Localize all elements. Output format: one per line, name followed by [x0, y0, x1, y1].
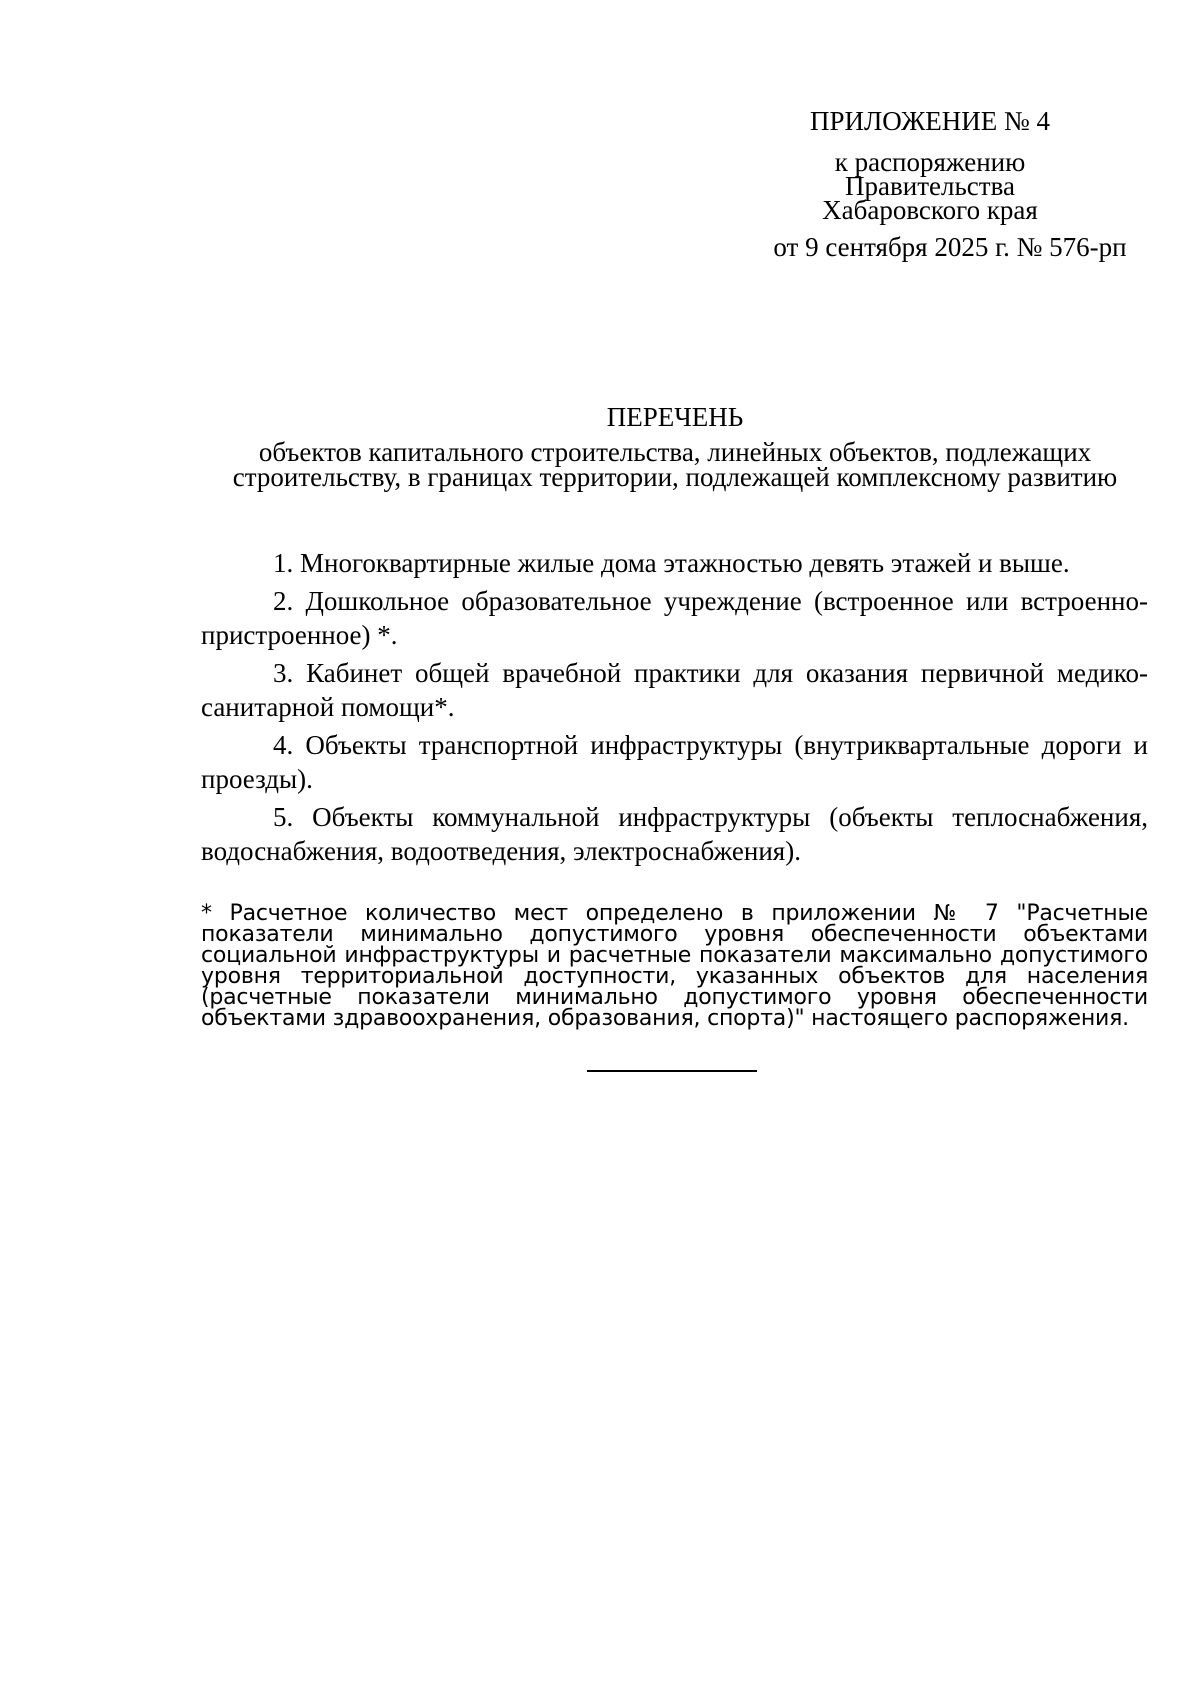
objects-list	[201, 546, 1148, 870]
list-item: 5. Объекты коммунальной инфраструктуры (объекты теплоснабжения, водоснабжения, водоотведения, электроснабжения).	[201, 802, 1148, 866]
document-title: ПЕРЕЧЕНЬ	[606, 402, 744, 432]
appendix-date: от 9 сентября 2025 г. № 576-рп	[773, 232, 1127, 262]
appendix-reference-line: Правительства	[845, 171, 1015, 201]
list-item: 2. Дошкольное образовательное учреждение (встроенное или встроенно-пристроенное) *.	[201, 586, 1148, 650]
appendix-reference-line: к распоряжению	[834, 147, 1026, 177]
footnote: * Расчетное количество мест определено в приложении № 7 "Расчетные показатели минимально допустимого уровня обеспеченности объектами социальной инфраструктуры и расчетные показатели максимально допустимого уровня территориальной доступности, указанных объектов для населения (расчетные показатели минимально допустимого уровня обеспеченности объектами здравоохранения, образования, спорта)" настоящего распоряжения.	[201, 901, 1148, 1031]
appendix-reference	[760, 147, 1100, 225]
document-subtitle	[200, 437, 1150, 492]
subtitle-line: объектов капитального строительства, линейных объектов, подлежащих	[258, 437, 1092, 467]
list-item: 1. Многоквартирные жилые дома этажностью девять этажей и выше.	[273, 548, 1070, 578]
list-item: 3. Кабинет общей врачебной практики для оказания первичной медико-санитарной помощи*.	[201, 658, 1148, 722]
list-item: 4. Объекты транспортной инфраструктуры (внутриквартальные дороги и проезды).	[201, 730, 1148, 794]
appendix-title: ПРИЛОЖЕНИЕ № 4	[809, 106, 1051, 136]
appendix-reference-line: Хабаровского края	[822, 195, 1038, 225]
end-divider	[587, 1070, 757, 1072]
subtitle-line: строительству, в границах территории, подлежащей комплексному развитию	[232, 462, 1118, 492]
